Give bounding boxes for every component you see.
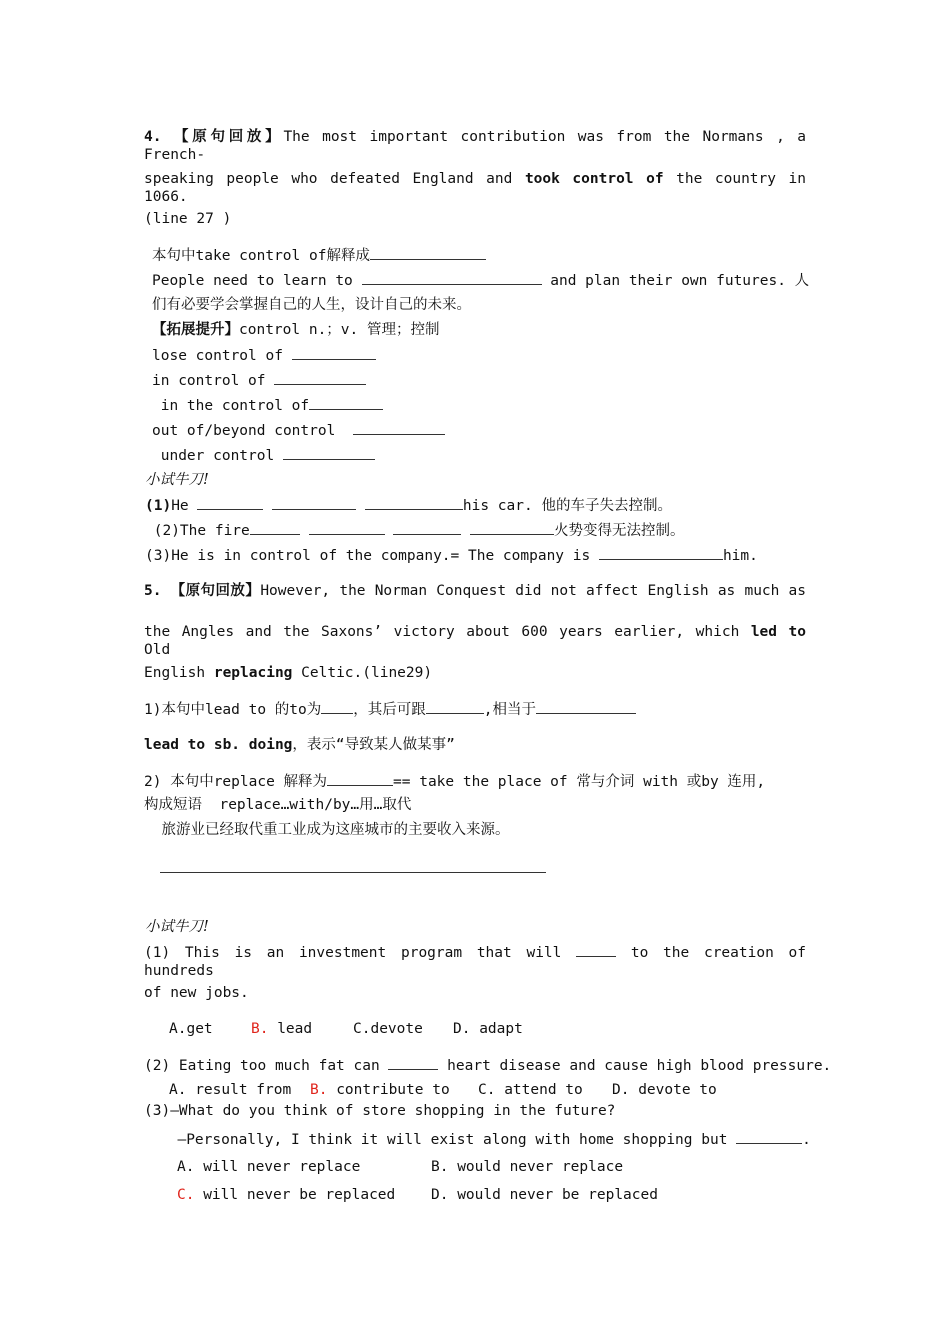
item5-q2 bbox=[144, 772, 765, 791]
option-text: will never be replaced bbox=[194, 1187, 396, 1203]
item4-example bbox=[152, 271, 809, 290]
exercise-3-answer bbox=[160, 1130, 811, 1149]
item5-number: 5. bbox=[144, 583, 162, 599]
item5-text3b: Celtic.(line29) bbox=[292, 665, 433, 681]
blank[interactable] bbox=[274, 371, 366, 385]
item5-line2 bbox=[144, 623, 806, 659]
item4-example-pre: People need to learn to bbox=[152, 273, 362, 289]
q-text: to the creation of hundreds bbox=[144, 945, 806, 979]
phrase-label: lose control of bbox=[152, 348, 292, 364]
item4-key-phrase: took control of bbox=[524, 171, 664, 187]
item4-example-cn: 们有必要学会掌握自己的人生，设计自己的未来。 bbox=[152, 297, 471, 313]
item4-line-ref: (line 27 ) bbox=[144, 211, 232, 227]
blank[interactable] bbox=[370, 246, 486, 260]
item5-line3 bbox=[144, 664, 432, 682]
item4-explain-text: 本句中take control of解释成 bbox=[152, 248, 370, 264]
item4-line2 bbox=[144, 170, 806, 206]
item4-explain bbox=[152, 246, 486, 265]
option[interactable]: C.devote bbox=[353, 1021, 423, 1037]
item5-q2-phrase: 构成短语 replace…with/by…用…取代 bbox=[144, 797, 412, 813]
item4-extension bbox=[152, 321, 440, 339]
option[interactable]: B. would never replace bbox=[431, 1159, 624, 1175]
practice-text: (3)He is in control of the company.= The company is bbox=[145, 548, 599, 564]
item4-line1 bbox=[144, 128, 806, 164]
practice-text: 火势变得无法控制。 bbox=[553, 523, 685, 539]
phrase-label: in the control of bbox=[152, 398, 310, 414]
blank[interactable] bbox=[365, 496, 463, 510]
blank[interactable] bbox=[576, 943, 616, 957]
q-text: . bbox=[802, 1132, 811, 1148]
item5-q1 bbox=[144, 700, 636, 719]
phrase-row bbox=[152, 396, 383, 415]
phrase-label: out of/beyond control bbox=[152, 423, 353, 439]
practice-text: (2)The fire bbox=[145, 523, 250, 539]
practice-number: (1) bbox=[145, 498, 172, 514]
item5-q1-note bbox=[144, 736, 455, 754]
q-text: heart disease and cause high blood pressure. bbox=[438, 1058, 832, 1074]
phrase-label: under control bbox=[152, 448, 283, 464]
q-text: ,相当于 bbox=[483, 702, 536, 718]
phrase-label: in control of bbox=[152, 373, 275, 389]
blank[interactable] bbox=[327, 772, 393, 786]
note-phrase: lead to sb. doing bbox=[144, 737, 293, 753]
item5-line1 bbox=[144, 582, 806, 600]
blank[interactable] bbox=[272, 496, 356, 510]
exercise-2 bbox=[144, 1056, 831, 1075]
blank[interactable] bbox=[292, 346, 376, 360]
item4-example-post: and plan their own futures. 人 bbox=[541, 273, 810, 289]
practice-title: 小试牛刀! bbox=[145, 919, 209, 935]
item4-extension-text: control n.；v. 管理；控制 bbox=[239, 322, 440, 338]
item5-q2-example: 旅游业已经取代重工业成为这座城市的主要收入来源。 bbox=[144, 822, 510, 838]
blank[interactable] bbox=[283, 446, 375, 460]
option-text: contribute to bbox=[327, 1082, 450, 1098]
blank[interactable] bbox=[599, 546, 723, 560]
blank[interactable] bbox=[426, 700, 484, 714]
blank[interactable] bbox=[470, 521, 554, 535]
item4-text1: The most important contribution was from the Normans , a French- bbox=[144, 129, 807, 163]
practice-item bbox=[145, 521, 684, 540]
q-text: —Personally, I think it will exist along with home shopping but bbox=[160, 1132, 737, 1148]
practice-item bbox=[145, 546, 758, 565]
q-text: (2) Eating too much fat can bbox=[144, 1058, 389, 1074]
note-text: ，表示“导致某人做某事” bbox=[292, 737, 455, 753]
option-text: lead bbox=[268, 1021, 313, 1037]
answer-letter: B. bbox=[310, 1082, 328, 1098]
item5-text1: However, the Norman Conquest did not affect English as much as bbox=[260, 583, 807, 599]
practice-text: his car. 他的车子失去控制。 bbox=[462, 498, 672, 514]
phrase-row bbox=[152, 446, 375, 465]
blank[interactable] bbox=[309, 396, 383, 410]
phrase-row bbox=[152, 421, 445, 440]
option[interactable]: D. devote to bbox=[612, 1082, 717, 1098]
item5-tag: 【原句回放】 bbox=[170, 583, 261, 599]
practice-text: him. bbox=[722, 548, 758, 564]
option-answer[interactable] bbox=[177, 1186, 395, 1204]
phrase-row bbox=[152, 371, 366, 390]
blank[interactable] bbox=[393, 521, 461, 535]
q-text: == take the place of 常与介词 with 或by 连用, bbox=[393, 774, 766, 790]
answer-letter: C. bbox=[177, 1187, 195, 1203]
exercise-3: (3)—What do you think of store shopping in the future? bbox=[144, 1103, 616, 1119]
practice-title: 小试牛刀! bbox=[145, 472, 209, 488]
blank[interactable] bbox=[250, 521, 300, 535]
blank[interactable] bbox=[197, 496, 263, 510]
blank[interactable] bbox=[736, 1130, 802, 1144]
practice-text: He bbox=[171, 498, 198, 514]
q-text: (1) This is an investment program that will bbox=[144, 945, 577, 961]
option[interactable]: A. result from bbox=[169, 1082, 292, 1098]
q-text: ，其后可跟 bbox=[353, 702, 426, 718]
blank[interactable] bbox=[309, 521, 385, 535]
phrase-row bbox=[152, 346, 376, 365]
blank[interactable] bbox=[321, 700, 353, 714]
item4-number: 4. bbox=[144, 129, 162, 145]
practice-item bbox=[145, 496, 672, 515]
option[interactable]: C. attend to bbox=[478, 1082, 583, 1098]
option[interactable]: A.get bbox=[169, 1021, 213, 1037]
item5-text3: English bbox=[144, 665, 214, 681]
blank[interactable] bbox=[388, 1056, 438, 1070]
blank[interactable] bbox=[362, 271, 542, 285]
item4-text2: speaking people who defeated England and bbox=[144, 171, 525, 187]
item4-text2b: the country in 1066. bbox=[144, 171, 807, 205]
option-answer[interactable] bbox=[251, 1020, 312, 1038]
exercise-1 bbox=[144, 943, 806, 980]
item4-tag: 【原句回放】 bbox=[173, 129, 284, 145]
option[interactable]: D. would never be replaced bbox=[431, 1187, 658, 1203]
answer-letter: B. bbox=[251, 1021, 269, 1037]
item5-text2: the Angles and the Saxons’ victory about 600 years earlier, which bbox=[144, 624, 751, 640]
item5-key-word: replacing bbox=[213, 665, 293, 681]
q-text: 2) 本句中replace 解释为 bbox=[144, 774, 328, 790]
blank[interactable] bbox=[353, 421, 445, 435]
q-text: 1)本句中lead to 的to为 bbox=[144, 702, 322, 718]
blank[interactable] bbox=[536, 700, 636, 714]
item5-text2b: Old bbox=[144, 642, 171, 658]
option[interactable]: A. will never replace bbox=[177, 1159, 361, 1175]
option-answer[interactable] bbox=[310, 1081, 450, 1099]
option[interactable]: D. adapt bbox=[453, 1021, 523, 1037]
item5-key-phrase: led to bbox=[750, 624, 806, 640]
answer-line[interactable] bbox=[160, 872, 546, 873]
exercise-1-cont: of new jobs. bbox=[144, 985, 249, 1001]
item4-extension-tag: 【拓展提升】 bbox=[152, 322, 239, 338]
